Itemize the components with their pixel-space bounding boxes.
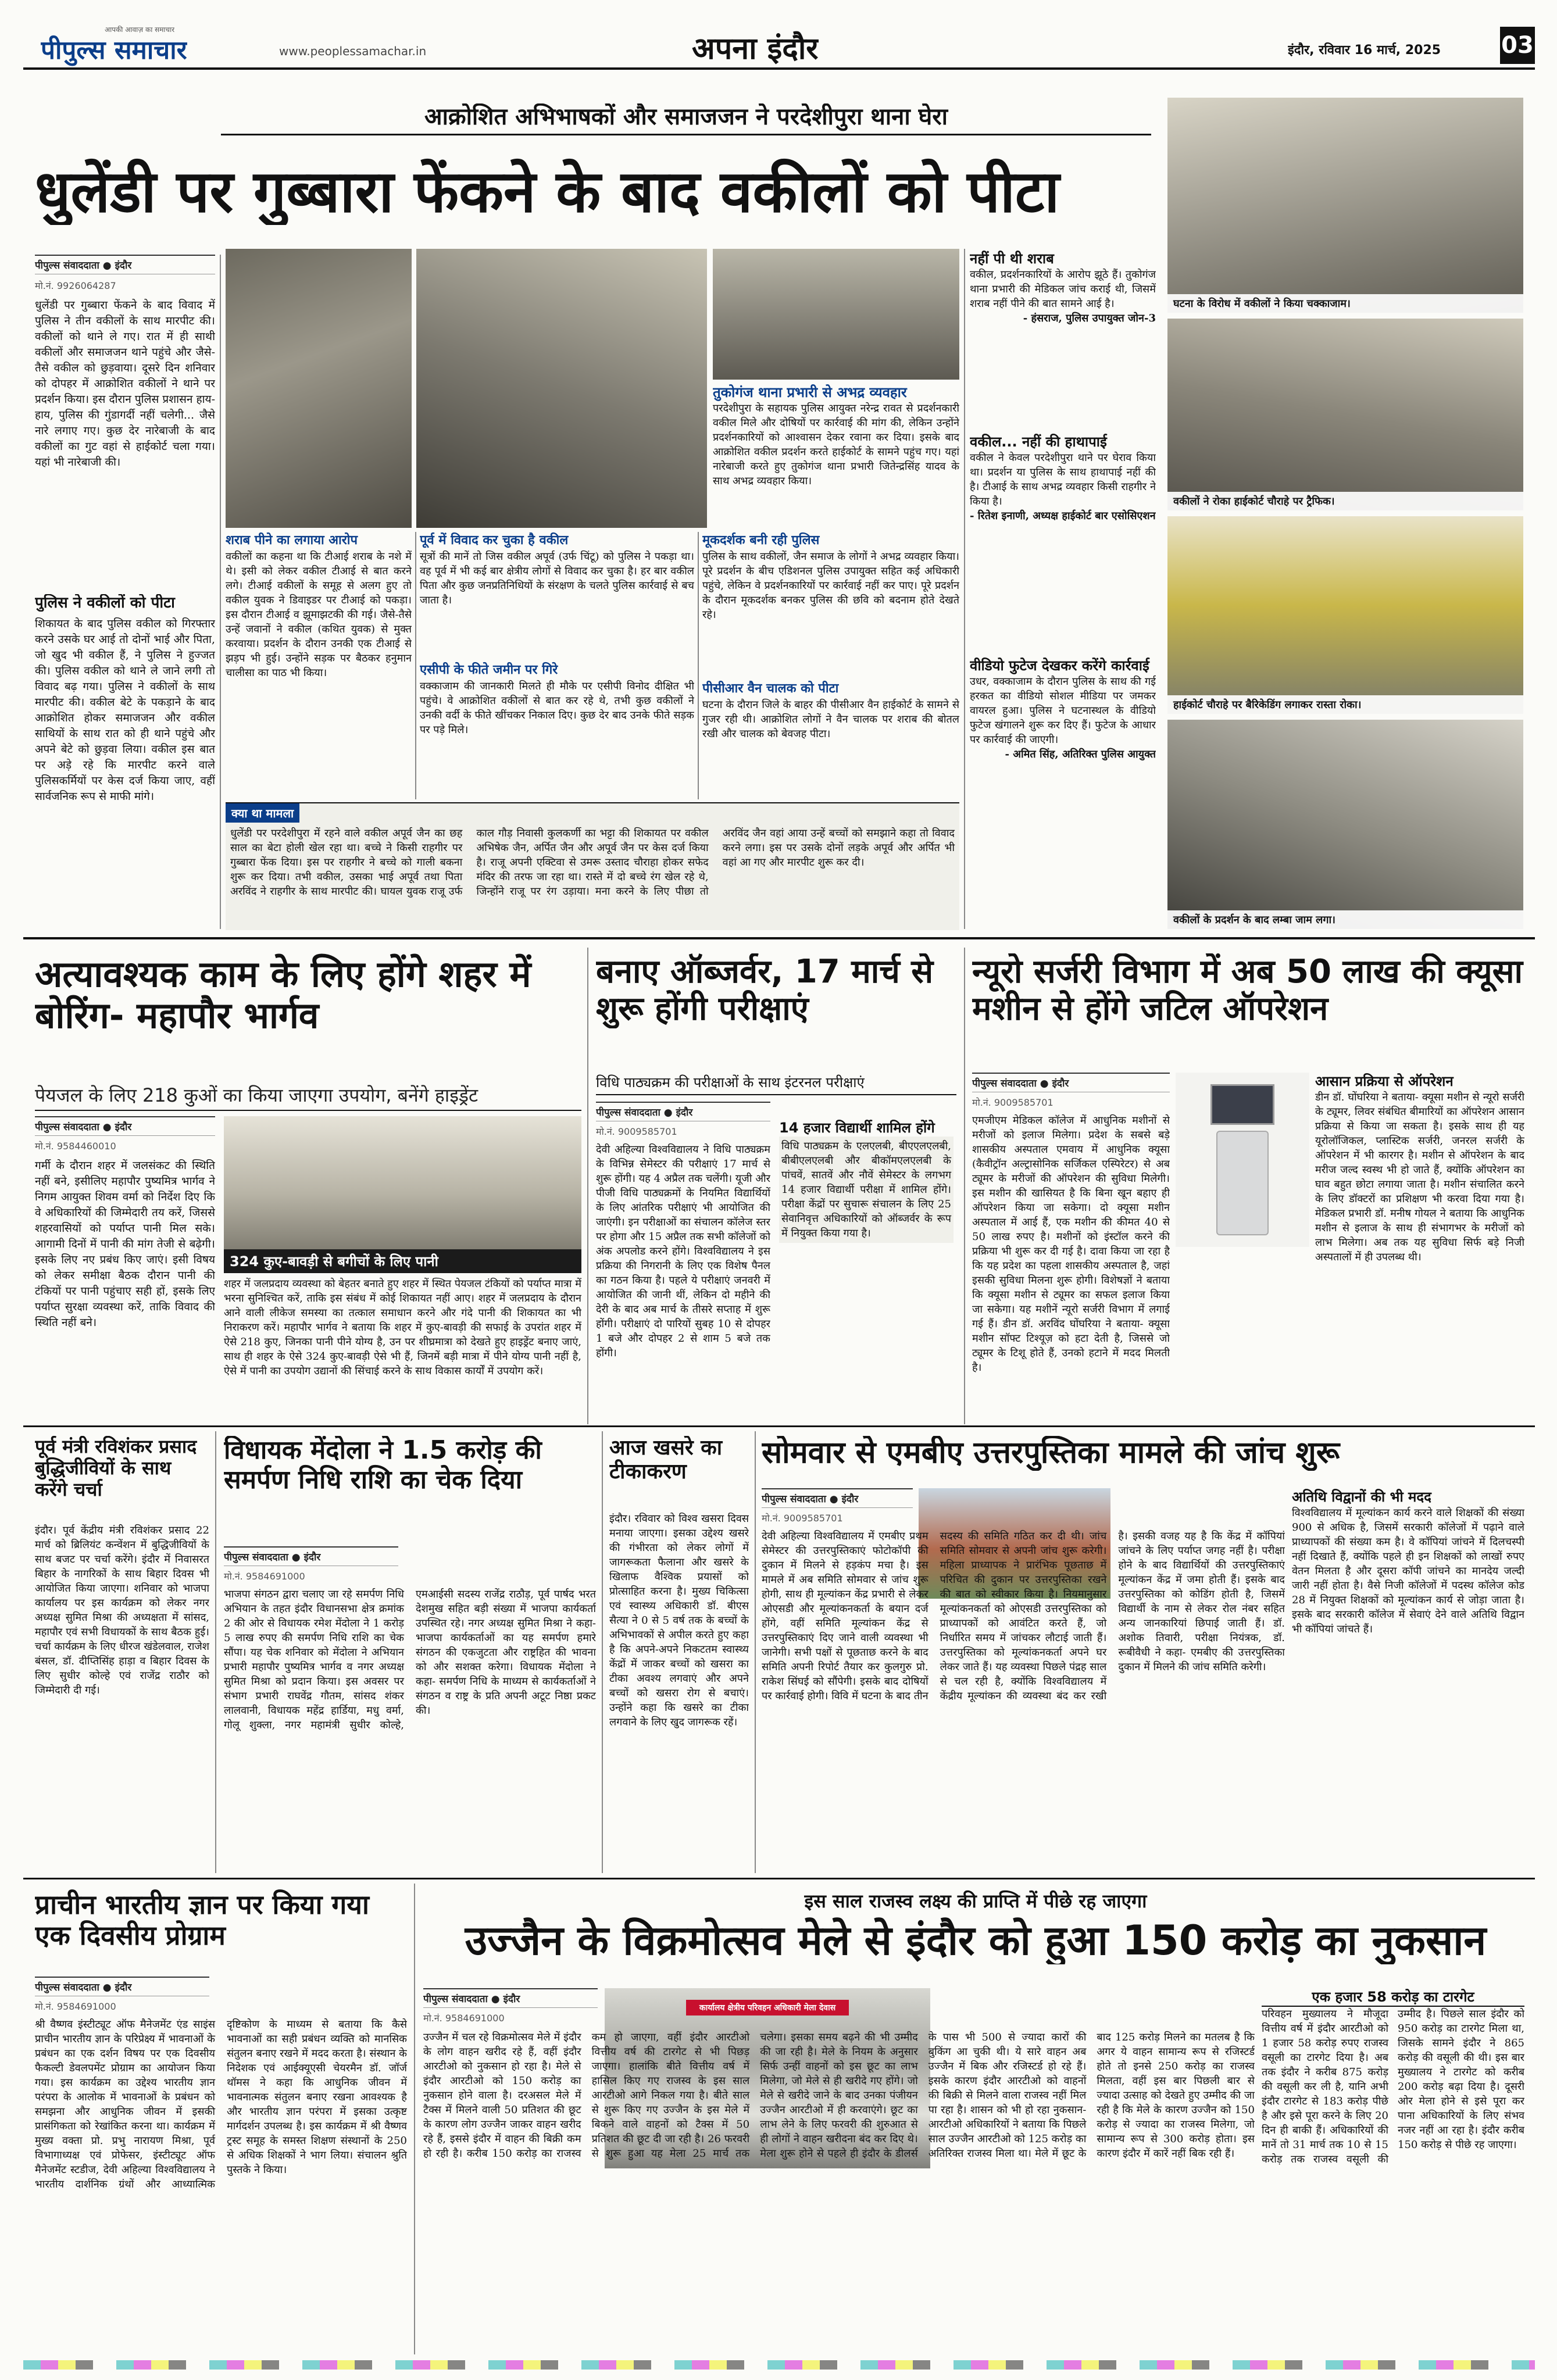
- quote-amit: [970, 657, 1156, 930]
- purv-title: पूर्व में विवाद कर चुका है वकील: [420, 533, 569, 548]
- ujjain-headline: उज्जैन के विक्रमोत्सव मेले से इंदौर को हुआ 150 करोड़ का नुकसान: [465, 1917, 1487, 1964]
- mba-mobile: मो.नं. 9009585701: [762, 1513, 843, 1524]
- neuro-byline-text: पीपुल्स संवाददाता ● इंदौर: [972, 1078, 1069, 1089]
- neuro-headline: न्यूरो सर्जरी विभाग में अब 50 लाख की क्यूसा मशीन से होंगे जटिल ऑपरेशन: [972, 953, 1523, 1028]
- boring-body: गर्मी के दौरान शहर में जलसंकट की स्थिति नहीं बने, इसीलिए महापौर पुष्यमित्र भार्गव ने निगम आयुक्त शिवम वर्मा को निर्देश दिए कि वे अधिकारियों की जिम्मेदारी तय करें, जिससे शहरवासियों को पर्याप्त पानी मिल सके। आगामी दिनों में पानी की मांग तेजी से बढ़ेगी। इसके लिए नए प्रबंध किए जाएं। इसी विषय को लेकर समीक्षा बैठक दौरान पानी की टंकियों पर पानी पहुंचाए सही हों, इसके लिए पर्याप्त सुरक्षा व्यवस्था करें, ताकि विवाद की स्थिति नहीं बने।: [35, 1159, 215, 1329]
- ujjain-byline-text: पीपुल्स संवाददाता ● इंदौर: [423, 1993, 520, 2005]
- machine-screen: [1210, 1084, 1274, 1125]
- website-link[interactable]: www.peoplessamachar.in: [279, 44, 427, 58]
- gyan-headline: प्राचीन भारतीय ज्ञान पर किया गया एक दिवसीय प्रोग्राम: [35, 1889, 369, 1951]
- dateline: इंदौर, रविवार 16 मार्च, 2025: [1288, 43, 1441, 58]
- paper-name: पीपुल्स समाचार: [41, 35, 187, 65]
- gyan-byline: [35, 1977, 209, 1996]
- tukoganj-title: तुकोगंज थाना प्रभारी से अभद्र व्यवहार: [713, 384, 907, 401]
- right-photo-protest: [1167, 98, 1523, 313]
- purv-column: [420, 532, 694, 660]
- quote-ritesh: [970, 433, 1156, 637]
- rto-banner: कार्यालय क्षेत्रीय परिवहन अधिकारी मेला देवास: [686, 2000, 849, 2016]
- boring-byline: [35, 1116, 215, 1136]
- ujjain-box-body: परिवहन मुख्यालय ने मौजूदा वित्तीय वर्ष में इंदौर आरटीओ को 1 हजार 58 करोड़ रुपए राजस्व वसूली का टारगेट दिया है। अब तक इंदौर ने करीब 875 करोड़ की वसूली कर ली है, यानि अभी इंदौर टारगेट से 183 करोड़ पीछे है और इसे पूरा करने के लिए 20 दिन ही बाकी हैं। अधिकारियों की मानें तो 31 मार्च तक 10 से 15 करोड़ तक राजस्व वसूली की उम्मीद है। पिछले साल इंदौर को 950 करोड़ का टारगेट मिला था, जिसके सामने इंदौर ने 865 करोड़ की वसूली की थी। इस बार मुख्यालय ने टारगेट को करीब 200 करोड़ बढ़ा दिया है। दूसरी ओर मेला होने से इसे पूरा कर पाना अधिकारियों के लिए संभव नजर नहीं आ रहा है। इंदौर करीब 150 करोड़ से पीछे रह जाएगा।: [1262, 2008, 1524, 2165]
- neuro-side: [1315, 1073, 1524, 1416]
- lead-photo-tukoganj: [713, 249, 959, 380]
- pcr-column: [702, 680, 959, 802]
- mendola-byline-text: पीपुल्स संवाददाता ● इंदौर: [224, 1552, 321, 1563]
- lead-sub1-title: पुलिस ने वकीलों को पीटा: [35, 594, 175, 612]
- page-number: 03: [1500, 27, 1535, 64]
- ujjain-mobile: मो.नं. 9584691000: [423, 2013, 505, 2024]
- pcr-title: पीसीआर वैन चालक को पीटा: [702, 681, 839, 696]
- gyan-byline-text: पीपुल्स संवाददाता ● इंदौर: [35, 1982, 132, 1993]
- mook-body: पुलिस के साथ वकीलों, जैन समाज के लोगों ने अभद्र व्यवहार किया। पूरे प्रदर्शन के बीच एडिशनल पुलिस उपायुक्त सहित कई अधिकारी पहुंचे, लेकिन वे प्रदर्शनकारियों पर कार्रवाई नहीं कर पाए। पूरे प्रदर्शन के दौरान मूकदर्शक बनकर पुलिस की छवि को बदनाम होते देखते रहे।: [702, 551, 959, 621]
- quote1-sign: - हंसराज, पुलिस उपायुक्त जोन-3: [1023, 312, 1156, 324]
- acp-body: वक्काजाम की जानकारी मिलते ही मौके पर एसीपी विनोद दीक्षित भी पहुंचे। वे आक्रोशित वकीलों से बात कर रहे थे, तभी कुछ वकीलों ने उनकी वर्दी के फीते खींचकर निकाल दिए। कुछ देर बाद उनके फीते सड़क पर पड़े मिले।: [420, 680, 694, 736]
- neuro-side-body: डीन डॉ. घोंघरिया ने बताया- क्यूसा मशीन से न्यूरो सर्जरी के ट्यूमर, लिवर संबंधित बीमारियों का ऑपरेशन आसान प्रक्रिया से किया जा सकता है। इसके साथ ही यह यूरोलॉजिकल, प्लास्टिक सर्जरी, जनरल सर्जरी के ऑपरेशन में भी कारगर है। मशीन से ऑपरेशन के बाद मरीज जल्द स्वस्थ भी हो जाते हैं, क्योंकि ऑपरेशन का घाव बहुत छोटा लगाया जाता है। मशीन संचालित करने के लिए डॉक्टरों का प्रशिक्षण भी करवा दिया गया है। मेडिकल प्रभारी डॉ. मनीष गोयल ने बताया कि आधुनिक मशीन से इलाज के साथ ही संभागभर के मरीजों को लाभ मिलेगा। अब तक यह सुविधा सिर्फ बड़े निजी अस्पतालों में ही उपलब्ध थी।: [1315, 1091, 1524, 1263]
- right-photo-jam: [1167, 720, 1523, 929]
- right-photo1-caption: घटना के विरोध में वकीलों ने किया चक्काजाम।: [1167, 294, 1523, 313]
- quote1-body: वकील, प्रदर्शनकारियों के आरोप झूठे हैं। तुकोगंज थाना प्रभारी की मेडिकल जांच कराई थी, जिसमें शराब नहीं पीने की बात सामने आई है।: [970, 269, 1156, 310]
- neuro-mobile: मो.नं. 9009585701: [972, 1097, 1054, 1108]
- sharab-column: [226, 532, 412, 799]
- kya-tha-mamla-box: [226, 802, 959, 930]
- boring-byline-text: पीपुल्स संवाददाता ● इंदौर: [35, 1121, 132, 1133]
- gyan-body: श्री वैष्णव इंस्टीट्यूट ऑफ मैनेजमेंट एंड साइंस प्राचीन भारतीय ज्ञान के परिप्रेक्ष्य में भावनाओं के प्रबंधन का एक दर्शन विषय पर एक दिवसीय फैकल्टी डेवलपमेंट प्रोग्राम का आयोजन किया गया। इस कार्यक्रम का उद्देश्य भारतीय ज्ञान परंपरा के आलोक में भावनाओं के प्रबंधन को समझना और आधुनिक जीवन में इसकी प्रासंगिकता को रेखांकित करना था। कार्यक्रम में मुख्य वक्ता प्रो. प्रभु नारायण मिश्रा, पूर्व विभागाध्यक्ष एवं प्रोफेसर, इंस्टीट्यूट ऑफ मैनेजमेंट स्टडीज, देवी अहिल्या विश्वविद्यालय ने भारतीय दार्शनिक ग्रंथों और आध्यात्मिक दृष्टिकोण के माध्यम से बताया कि कैसे भावनाओं का सही प्रबंधन व्यक्ति को मानसिक संतुलन बनाए रखने में मदद करता है। संस्थान के निदेशक एवं आईक्यूएसी चेयरमैन डॉ. जॉर्ज थॉमस ने कहा कि आधुनिक जीवन में भावनात्मक संतुलन बनाए रखना आवश्यक है और भारतीय ज्ञान परंपरा में इसका उत्कृष्ट मार्गदर्शन उपलब्ध है। इस कार्यक्रम में श्री वैष्णव ट्रस्ट समूह के समस्त शिक्षण संस्थानों के 250 से अधिक शिक्षकों ने भाग लिया। संचालन श्रुति पुस्तके ने किया।: [35, 2018, 407, 2190]
- quote3-title: वीडियो फुटेज देखकर करेंगे कार्रवाई: [970, 657, 1149, 674]
- quote2-title: वकील... नहीं की हाथापाई: [970, 434, 1107, 450]
- mendola-body: भाजपा संगठन द्वारा चलाए जा रहे समर्पण निधि अभियान के तहत इंदौर विधानसभा क्षेत्र क्रमांक 2 की ओर से विधायक रमेश मेंदोला ने 1 करोड़ 5 लाख रुपए की समर्पण निधि राशि का चेक सौंपा। यह चेक शनिवार को मेंदोला ने अभियान प्रभारी महापौर पुष्यमित्र भार्गव व नगर अध्यक्ष सुमित मिश्रा को प्रदान किया। इस अवसर पर संभाग प्रभारी राघवेंद्र गौतम, सांसद शंकर लालवानी, विधायक महेंद्र हार्डिया, मधु वर्मा, गोलू शुक्ला, नगर महामंत्री सुधीर कोल्हे, एमआईसी सदस्य राजेंद्र राठौड़, पूर्व पार्षद भरत देशमुख सहित बड़ी संख्या में भाजपा कार्यकर्ता उपस्थित रहे। नगर अध्यक्ष सुमित मिश्रा ने कहा- भाजपा कार्यकर्ताओं का यह समर्पण हमारे संगठन की एकजुटता और राष्ट्रहित की भावना को और सशक्त करेगा। विधायक मेंदोला ने कहा- समर्पण निधि के माध्यम से कार्यकर्ताओं ने संगठन व राष्ट्र के प्रति अपनी अटूट निष्ठा प्रकट की।: [224, 1588, 596, 1731]
- right-photo4-caption: वकीलों के प्रदर्शन के बाद लम्बा जाम लगा।: [1167, 910, 1523, 929]
- print-color-bar: [23, 2360, 1535, 2370]
- quote3-body: उधर, वक्काजाम के दौरान पुलिस के साथ की गई हरकत का वीडियो सोशल मीडिया पर जमकर वायरल हुआ। पुलिस ने घटनास्थल के वीडियो फुटेज खंगालने शुरू कर दिए हैं। फुटेज के आधार पर कार्रवाई की जाएगी।: [970, 676, 1156, 746]
- ujjain-box-title: एक हजार 58 करोड़ का टारगेट: [1262, 1988, 1524, 2007]
- purv-body: सूत्रों की मानें तो जिस वकील अपूर्व (उर्फ चिंटू) को पुलिस ने पकड़ा था। वह पूर्व में भी कई बार क्षेत्रीय लोगों से विवाद कर चुका है। हर बार वकील पिता और कुछ जनप्रतिनिधियों के संरक्षण के चलते पुलिस कार्रवाई से बच जाता है।: [420, 551, 694, 606]
- mba-byline-text: पीपुल्स संवाददाता ● इंदौर: [762, 1493, 859, 1505]
- mba-body: देवी अहिल्या विश्वविद्यालय में एमबीए प्रथम सेमेस्टर की उत्तरपुस्तिकाएं फोटोकॉपी की दुकान में मिलने से हड़कंप मचा है। इस मामले में अब समिति सोमवार से जांच शुरू होगी, साथ ही मूल्यांकन केंद्र प्रभारी से लेकर ओएसडी और मूल्यांकनकर्ता के बयान दर्ज होंगे, वहीं समिति मूल्यांकन केंद्र से उत्तरपुस्तिकाएं दिए जाने वाली व्यवस्था भी जानेगी। सभी पक्षों से पूछताछ करने के बाद समिति अपनी रिपोर्ट तैयार कर कुलगुरु प्रो. राकेश सिंघई को सौंपेगी। इसके बाद दोषियों पर कार्रवाई होगी। विवि में घटना के बाद तीन सदस्य की समिति गठित कर दी थी। जांच समिति सोमवार से अपनी जांच शुरू करेगी। महिला प्राध्यापक ने प्रारंभिक पूछताछ में परिचित की दुकान पर उत्तरपुस्तिका रखने की बात को स्वीकार किया है। नियमानुसार मूल्यांकनकर्ता को ओएसडी उत्तरपुस्तिका को प्राध्यापकों को आवंटित करते हैं, जो निर्धारित समय में जांचकर लौटाई जाती हैं। उत्तरपुस्तिका को मूल्यांकनकर्ता अपने घर लेकर जाते हैं। यह व्यवस्था पिछले पंद्रह साल से चल रही है, क्योंकि विश्वविद्यालय में केंद्रीय मूल्यांकन की व्यवस्था बंद कर रखी है। इसकी वजह यह है कि केंद्र में कॉपियां जांचने के लिए पर्याप्त जगह नहीं है। परीक्षा होने के बाद विद्यार्थियों की उत्तरपुस्तिकाएं मूल्यांकन केंद्र में जमा होती हैं। इसके बाद उत्तरपुस्तिका को कोडिंग होती है, जिसमें विद्यार्थी के नाम से लेकर रोल नंबर सहित अन्य जानकारियां छिपाई जाती हैं। डॉ. अशोक तिवारी, परीक्षा नियंत्रक, डॉ. रूबीवैधी ने कहा- एमबीए की उत्तरपुस्तिका दुकान में मिलने की जांच समिति करेगी।: [762, 1530, 1285, 1702]
- sharab-title: शराब पीने का लगाया आरोप: [226, 533, 358, 548]
- prasad-headline: पूर्व मंत्री रविशंकर प्रसाद बुद्धिजीवियों के साथ करेंगे चर्चा: [35, 1436, 197, 1500]
- lead-sub1-body: शिकायत के बाद पुलिस वकील को गिरफ्तार करने उसके घर आई तो दोनों भाई और पिता, जो खुद भी वकील हैं, ने पुलिस ने हुज्जत की। पुलिस वकील को थाने ले जाने लगी तो विवाद बढ़ गया। पुलिस ने वकीलों के साथ मारपीट की। वकील बेटे के पकड़ाने के बाद आक्रोशित होकर समाजजन और वकील साथियों के साथ रात को ही थाने पहुंचे और अपने बेटे को छुड़वा लिया। वकील इस बात पर अड़े रहे कि मारपीट करने वाले पुलिसकर्मियों पर केस दर्ज किया जाए, वहीं सार्वजनिक रूप से माफी मांगे।: [35, 617, 215, 803]
- ujjain-body: उज्जैन में चल रहे विक्रमोत्सव मेले में इंदौर के लोग वाहन खरीद रहे हैं, वहीं इंदौर आरटीओ को नुकसान हो रहा है। मेले से इंदौर आरटीओ को 150 करोड़ का नुकसान होने वाला है। दरअसल मेले में टैक्स में मिलने वाली 50 प्रतिशत की छूट के कारण लोग उज्जैन जाकर वाहन खरीद रहे हैं, इससे इंदौर में वाहन की बिक्री कम हो रही है। करीब 150 करोड़ का राजस्व कम हो जाएगा, वहीं इंदौर आरटीओ वित्तीय वर्ष की टारगेट से भी पिछड़ जाएगा। हालांकि बीते वित्तीय वर्ष में हासिल किए गए राजस्व के इस साल आरटीओ आगे निकल गया है। बीते साल से शुरू किए गए उज्जैन के इस मेले में बिकने वाले वाहनों को टैक्स में 50 प्रतिशत की छूट दी जा रही है। 26 फरवरी से शुरू हुआ यह मेला 25 मार्च तक चलेगा। इसका समय बढ़ने की भी उम्मीद की जा रही है। मेले के नियम के अनुसार सिर्फ उन्हीं वाहनों को इस छूट का लाभ मिलेगा, जो मेले से ही खरीदे गए होंगे। जो मेले से खरीदे जाने के बाद उनका पंजीयन उज्जैन आरटीओ में ही करवाएंगे। छूट का लाभ लेने के लिए फरवरी की शुरुआत से ही लोगों ने वाहन खरीदना बंद कर दिए थे। मेला शुरू होने से पहले ही इंदौर के डीलर्स के पास भी 500 से ज्यादा कारों की बुकिंग आ चुकी थी। ये सारे वाहन अब उज्जैन में बिक और रजिस्टर्ड हो रहे हैं। इसके कारण इंदौर आरटीओ को वाहनों की बिक्री से मिलने वाला राजस्व नहीं मिल पा रहा है। शासन को भी हो रहा नुकसान- आरटीओ अधिकारियों ने बताया कि पिछले साल उज्जैन आरटीओ को 125 करोड़ का अतिरिक्त राजस्व मिला था। मेले में छूट के बाद 125 करोड़ मिलने का मतलब है कि अगर ये वाहन सामान्य रूप से रजिस्टर्ड होते तो इनसे 250 करोड़ का राजस्व मिलता, वहीं इस बार पिछली बार से ज्यादा उत्साह को देखते हुए उम्मीद की जा रही है कि मेले के कारण उज्जैन को 150 करोड़ से ज्यादा का राजस्व मिलेगा, जो सामान्य रूप से 300 करोड़ होता। इस कारण इंदौर में कारें नहीं बिक रही हैं।: [423, 2031, 1255, 2160]
- boring-photo-body: शहर में जलप्रदाय व्यवस्था को बेहतर बनाते हुए शहर में स्थित पेयजल टंकियों को पर्याप्त मात्रा में भरना सुनिश्चित करें, ताकि इस संबंध में कोई शिकायत नहीं आए। शहर में जलप्रदाय के दौरान आने वाली लीकेज समस्या का तत्काल समाधान करने और गंदे पानी की शिकायत का भी निराकरण करें। महापौर भार्गव ने बताया कि शहर में कुए-बावड़ी की सफाई के उपरांत शहर में ऐसे 218 कुए, जिनका पानी पीने योग्य है, उन पर शीघ्रमात्रा को देखते हुए हाइड्रेंट बनाए जाएं, साथ ही शहर के ऐसे 324 कुए-बावड़ी ऐसे भी हैं, जिनमें बड़ी मात्रा में पीने योग्य पानी नहीं है, ऐसे में पानी का उपयोग उद्यानों की सिंचाई करने के साथ विकास कार्यों में उपयोग करें।: [224, 1278, 581, 1377]
- machine-body: [1216, 1131, 1269, 1235]
- sharab-body: वकीलों का कहना था कि टीआई शराब के नशे में थे। इसी को लेकर वकील टीआई से बात करने लगे। टीआई वकीलों के समूह से अलग हुए तो वकील युवक ने डिवाइडर पर टीआई को पकड़ा। इस दौरान टीआई व झूमाझटकी की गई। जैसे-तैसे उन्हें जवानों ने वकील (कथित युवक) से मुक्त करवाया। प्रदर्शन के दौरान उनकी एक टीआई से झड़प भी हुई। उन्होंने सड़क पर बैठकर हनुमान चालीसा का पाठ भी किया।: [226, 551, 412, 679]
- mba-side: [1292, 1488, 1524, 1866]
- boring-mobile: मो.नं. 9584460010: [35, 1141, 116, 1152]
- neuro-side-title: आसान प्रक्रिया से ऑपरेशन: [1315, 1073, 1454, 1089]
- tukoganj-box: [713, 384, 959, 529]
- ujjain-byline: [423, 1988, 598, 2008]
- observer-byline: [596, 1102, 770, 1121]
- pcr-body: घटना के दौरान जिले के बाहर की पीसीआर वैन हाईकोर्ट के सामने से गुजर रही थी। आक्रोशित लोगों ने वैन चालक पर शराब की बोतल रखी और चालक को बेवजह पीटा।: [702, 699, 959, 740]
- observer-mobile: मो.नं. 9009585701: [596, 1126, 677, 1137]
- lead-mobile: मो.नं. 9926064287: [35, 280, 116, 291]
- lead-photo-crowd: [226, 249, 412, 528]
- lead-headline: धुलेंडी पर गुब्बारा फेंकने के बाद वकीलों को पीटा: [35, 158, 1060, 225]
- mba-headline: सोमवार से एमबीए उत्तरपुस्तिका मामले की जांच शुरू: [762, 1436, 1340, 1470]
- acp-title: एसीपी के फीते जमीन पर गिरे: [420, 663, 558, 677]
- gyan-mobile: मो.नं. 9584691000: [35, 2001, 116, 2012]
- khasra-body: इंदौर। रविवार को विश्व खसरा दिवस मनाया जाएगा। इसका उद्देश्य खसरे की गंभीरता को लेकर लोगों में जागरूकता फैलाना और खसरे के खिलाफ वैश्विक प्रयासों को प्रोत्साहित करना है। मुख्य चिकित्सा एवं स्वास्थ्य अधिकारी डॉ. बीएस सैत्या ने 0 से 5 वर्ष तक के बच्चों के अभिभावकों से अपील करते हुए कहा है कि अपने-अपने निकटतम स्वास्थ्य केंद्रों में जाकर बच्चों को खसरा का टीका अवश्य लगवाएं और अपने बच्चों को खसरा रोग से बचाएं। उन्होंने कहा कि खसरे का टीका लगवाने के लिए खुद जागरूक रहें।: [609, 1513, 749, 1728]
- lead-body: धुलेंडी पर गुब्बारा फेंकने के बाद विवाद में पुलिस ने तीन वकीलों के साथ मारपीट की। वकीलों को थाने ले गए। रात में ही साथी वकीलों और समाजजन थाने पहुंचे और जैसे-तैसे वकील को छुड़वाया। दूसरे दिन शनिवार को दोपहर में आक्रोशित वकीलों ने थाने पर प्रदर्शन किया। इस दौरान पुलिस प्रशासन हाय-हाय, पुलिस की गुंडागर्दी नहीं चलेगी... जैसे नारे लगाए गए। कुछ देर नारेबाजी के बाद वकीलों का गुट वहां से हाईकोर्ट चला गया। यहां भी नारेबाजी की।: [35, 299, 215, 469]
- quote2-sign: - रितेश इनाणी, अध्यक्ष हाईकोर्ट बार एसोसिएशन: [970, 510, 1156, 522]
- boring-headline: अत्यावश्यक काम के लिए होंगे शहर में बोरिंग- महापौर भार्गव: [35, 953, 531, 1037]
- observer-box-body: विधि पाठ्यक्रम के एलएलबी, बीएएलएलबी, बीबीएलएलबी और बीकॉमएलएलबी के पांचवें, सातवें और नौवें सेमेस्टर के लगभग 14 हजार विद्यार्थी परीक्षा में शामिल होंगे। परीक्षा केंद्रों पर सुचारू संचालन के लिए 25 सेवानिवृत्त अधिकारियों को ऑब्जर्वर के रूप में नियुक्त किया गया है।: [779, 1137, 954, 1243]
- acp-column: [420, 662, 694, 801]
- right-photo3-caption: हाईकोर्ट चौराहे पर बैरिकेडिंग लगाकर रास्ता रोका।: [1167, 695, 1523, 714]
- observer-headline: बनाए ऑब्जर्वर, 17 मार्च से शुरू होंगी परीक्षाएं: [596, 953, 934, 1028]
- right-photo2-caption: वकीलों ने रोका हाईकोर्ट चौराहे पर ट्रैफिक।: [1167, 492, 1523, 510]
- ujjain-target-box: [1262, 1988, 1524, 2349]
- mba-side-body: विश्वविद्यालय में मूल्यांकन कार्य करने वाले शिक्षकों की संख्या 900 से अधिक है, जिसमें सरकारी कॉलेजों में पढ़ाने वाले प्राध्यापकों की संख्या कम है। वे कॉपियां जांचने में दिलचस्पी नहीं दिखाते हैं, क्योंकि पहले ही इन शिक्षकों को लाखों रुपए वेतन मिलता है और दूसरा कॉपी जांचने का मानदेय जल्दी जारी नहीं होता है। वैसे निजी कॉलेजों में पदस्थ कॉलेज कोड 28 में नियुक्त शिक्षकों को मूल्यांकन कार्य से जोड़ा जाता है। इसके बाद सरकारी कॉलेज में सेवाएं देने वाले अतिथि विद्वान भी कॉपियां जांचते हैं।: [1292, 1507, 1524, 1635]
- mook-column: [702, 532, 959, 677]
- mook-title: मूकदर्शक बनी रही पुलिस: [702, 533, 820, 548]
- byline-text: पीपुल्स संवाददाता ● इंदौर: [35, 260, 132, 271]
- paper-logo: [41, 31, 187, 66]
- prasad-body: इंदौर। पूर्व केंद्रीय मंत्री रविशंकर प्रसाद 22 मार्च को ब्रिलियंट कन्वेंशन में बुद्धिजीवियों के साथ बजट पर चर्चा करेंगे। इंदौर में निवासरत बिहार के नागरिकों के साथ बिहार दिवस भी आयोजित किया जाएगा। शनिवार को भाजपा कार्यालय पर इस कार्यक्रम को लेकर नगर अध्यक्ष सुमित मिश्रा की अध्यक्षता में सांसद, महापौर एवं सभी विधायकों के साथ बैठक हुई। चर्चा कार्यक्रम के लिए धीरज खंडेलवाल, राजेश बंसल, डॉ. दीप्तिसिंह हाड़ा व बिहार दिवस के लिए सुधीर कोल्हे एवं राजेंद्र राठौर को जिम्मेदारी दी गई।: [35, 1524, 209, 1696]
- observer-box: [779, 1119, 954, 1416]
- boring-photo-meeting: [224, 1116, 581, 1273]
- boring-subhead: पेयजल के लिए 218 कुओं का किया जाएगा उपयोग, बनेंगे हाइड्रेंट: [35, 1082, 581, 1111]
- quote1-title: नहीं पी थी शराब: [970, 251, 1054, 267]
- cusa-machine-photo: [1176, 1073, 1309, 1247]
- boring-photo-caption: 324 कुए-बावड़ी से बगीचों के लिए पानी: [224, 1249, 581, 1273]
- kya-title: क्या था मामला: [226, 803, 299, 823]
- right-photo-traffic: [1167, 319, 1523, 510]
- mendola-byline: [224, 1546, 398, 1566]
- mba-byline: [762, 1488, 913, 1508]
- paper-tagline: आपकी आवाज़ का समाचार: [105, 26, 175, 34]
- mendola-mobile: मो.नं. 9584691000: [224, 1571, 305, 1582]
- lead-kicker: आक्रोशित अभिभाषकों और समाजजन ने परदेशीपुरा थाना घेरा: [221, 103, 1151, 135]
- ujjain-kicker: इस साल राजस्व लक्ष्य की प्राप्ति में पीछे रह जाएगा: [804, 1890, 1147, 1912]
- observer-subhead: विधि पाठ्यक्रम की परीक्षाओं के साथ इंटरनल परीक्षाएं: [596, 1073, 956, 1095]
- observer-body: देवी अहिल्या विश्वविद्यालय ने विधि पाठ्यक्रम के विभिन्न सेमेस्टर की परीक्षाएं 17 मार्च से शुरू होंगी। यह 4 अप्रैल तक चलेंगी। यूजी और पीजी विधि पाठ्यक्रमों के नियमित विद्यार्थियों के लिए आंतरिक परीक्षाएं भी आयोजित की जाएंगी। इन परीक्षाओं का संचालन कॉलेज स्तर पर होगा और 15 अप्रैल तक सभी कॉलेजों को अंक अपलोड करने होंगे। विश्वविद्यालय ने इस प्रक्रिया की निगरानी के लिए एक विशेष पैनल का गठन किया है। पहले ये परीक्षाएं जनवरी में आयोजित की जानी थीं, लेकिन दो महीने की देरी के बाद अब मार्च के तीसरे सप्ताह में शुरू होंगी। परीक्षाएं दो पारियों सुबह 10 से दोपहर 1 बजे और दोपहर 2 से शाम 5 बजे तक होंगी।: [596, 1143, 770, 1359]
- lead-photo-police: [416, 249, 707, 528]
- tukoganj-body: परदेशीपुरा के सहायक पुलिस आयुक्त नरेन्द्र रावत से प्रदर्शनकारी वकील मिले और दोषियों पर कार्रवाई की मांग की, लेकिन उन्होंने प्रदर्शनकारियों को आश्वासन देकर रवाना कर दिया। इसके बाद आक्रोशित वकील प्रदर्शन करते हाईकोर्ट के सामने पहुंच गए। यहां नारेबाजी करते हुए तुकोगंज थाना प्रभारी जितेन्द्रसिंह यादव के साथ अभद्र व्यवहार किया।: [713, 402, 959, 487]
- quote-hansraj: [970, 250, 1156, 424]
- observer-box-title: 14 हजार विद्यार्थी शामिल होंगे: [779, 1120, 935, 1136]
- mba-side-title: अतिथि विद्वानों की भी मदद: [1292, 1489, 1431, 1505]
- observer-byline-text: पीपुल्स संवाददाता ● इंदौर: [596, 1107, 693, 1118]
- quote2-body: वकील ने केवल परदेशीपुरा थाने पर घेराव किया था। प्रदर्शन या पुलिस के साथ हाथापाई नहीं की है। टीआई के साथ अभद्र व्यवहार किसी राहगीर ने किया है।: [970, 452, 1156, 508]
- mendola-headline: विधायक मेंदोला ने 1.5 करोड़ की समर्पण निधि राशि का चेक दिया: [224, 1436, 542, 1495]
- right-photo-barricade: [1167, 516, 1523, 714]
- kya-body: धुलेंडी पर परदेशीपुरा में रहने वाले वकील अपूर्व जैन का छह साल का बेटा होली खेल रहा था। बच्चे ने किसी राहगीर पर गुब्बारा फेंक दिया। इस पर राहगीर ने बच्चे को गाली बकना शुरू कर दिया। तभी वकील, उसका भाई अपूर्व तथा पिता अरविंद ने राहगीर के साथ मारपीट की। घायल युवक राजू उर्फ काल गौड़ निवासी कुलकर्णी का भट्टा की शिकायत पर वकील अभिषेक जैन, अर्पित जैन और अपूर्व जैन पर केस दर्ज किया है। राजू अपनी एक्टिवा से उमरू उस्ताद चौराहा होकर सफेद मंदिर की तरफ जा रहा था। रास्ते में दो बच्चे रंग खेल रहे थे, जिन्होंने राजू पर रंग उड़ाया। मना करने के लिए पीछा तो अरविंद जैन वहां आया उन्हें बच्चों को समझाने कहा तो विवाद करने लगा। इस पर उसके दोनों लड़के अपूर्व और अर्पित भी वहां आ गए और मारपीट शुरू कर दी।: [230, 827, 955, 898]
- quote3-sign: - अमित सिंह, अतिरिक्त पुलिस आयुक्त: [1005, 748, 1156, 760]
- lead-byline: [35, 255, 215, 274]
- masthead: [23, 23, 1535, 70]
- neuro-body: एमजीएम मेडिकल कॉलेज में आधुनिक मशीनों से मरीजों को इलाज मिलेगा। प्रदेश के सबसे बड़े शासकीय अस्पताल एमवाय में आधुनिक क्यूसा (कैवीट्रॉन अल्ट्रासोनिक सर्जिकल एस्पिरेटर) से अब ट्यूमर के मरीजों की ऑपरेशन की सुविधा मिलेगी। इस मशीन की खासियत है कि बिना खून बहाए ही ऑपरेशन किया जा सकेगा। दो क्यूसा मशीन अस्पताल में आई हैं, एक मशीन की कीमत 40 से 50 लाख रुपए है। मशीनों को इंस्टॉल करने की प्रक्रिया भी शुरू कर दी गई है। दावा किया जा रहा है कि यह प्रदेश का पहला शासकीय अस्पताल है, जहां इसकी सुविधा मिलना शुरू होगी। विशेषज्ञों ने बताया कि क्यूसा मशीन से ट्यूमर का सफल इलाज किया जा सकेगा। यह मशीनें न्यूरो सर्जरी विभाग में लगाई गई हैं। डीन डॉ. अरविंद घोंघरिया ने बताया- क्यूसा मशीन सॉफ्ट टिश्यूज़ को हटा देती है, जिससे जो ट्यूमर के टिशू होते हैं, उनको हटाने में मदद मिलती है।: [972, 1114, 1170, 1374]
- khasra-headline: आज खसरे का टीकाकरण: [609, 1436, 723, 1484]
- section-title: अपना इंदौर: [692, 31, 819, 66]
- neuro-byline: [972, 1073, 1170, 1092]
